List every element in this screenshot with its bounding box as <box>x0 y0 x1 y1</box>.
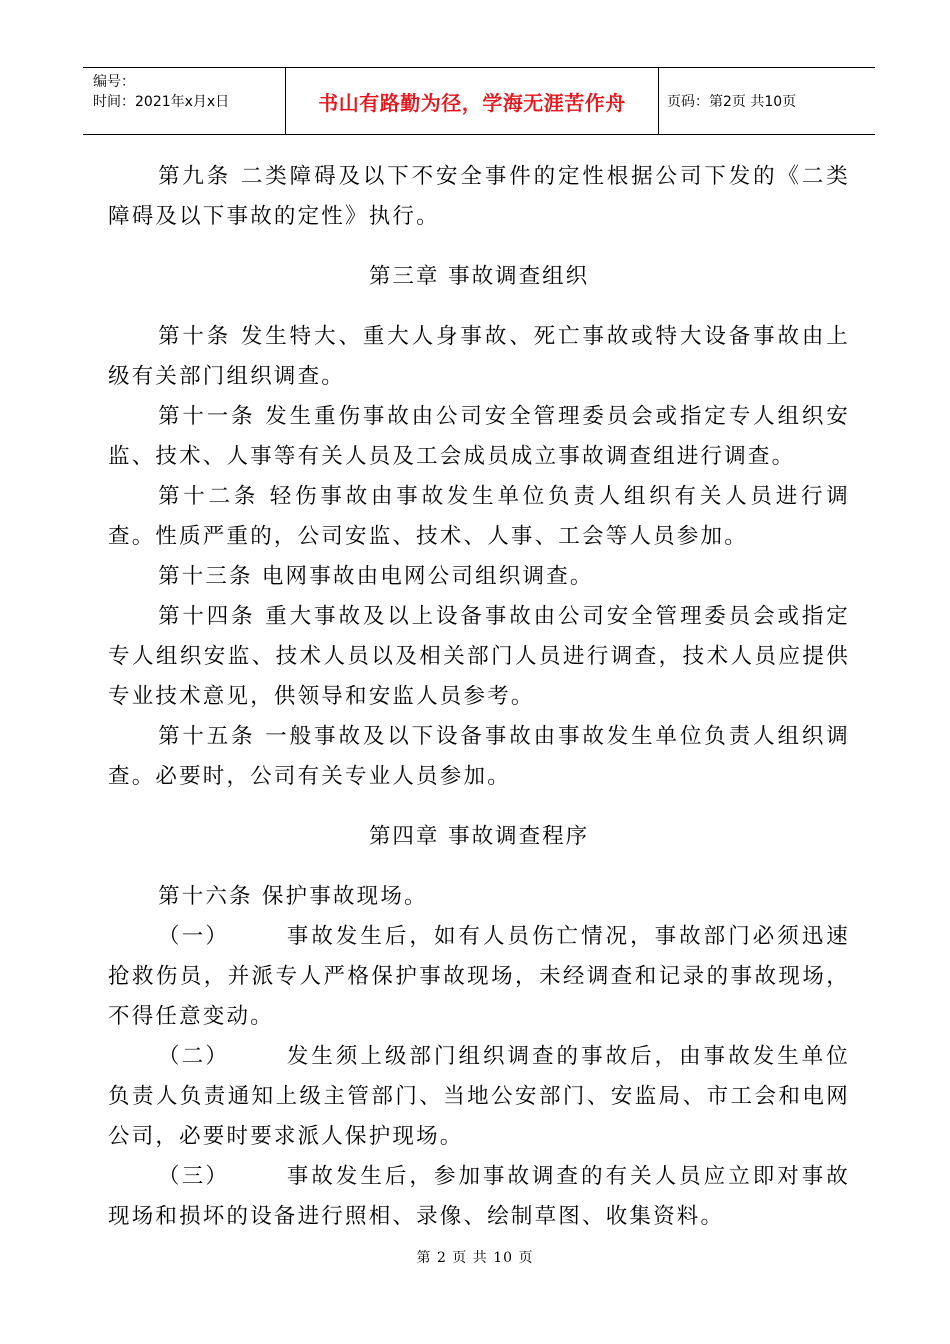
article-13: 第十三条 电网事故由电网公司组织调查。 <box>158 564 594 589</box>
item-2-label: （二） <box>158 1044 230 1069</box>
item-3 <box>108 1157 850 1237</box>
header-meta-cell <box>83 68 286 134</box>
item-2-text: 发生须上级部门组织调查的事故后，由事故发生单位负责人负责通知上级主管部门、当地公安部门、安监局、市工会和电网公司，必要时要求派人保护现场。 <box>108 1044 850 1149</box>
item-3-label: （三） <box>158 1164 230 1189</box>
article-15: 第十五条 一般事故及以下设备事故由事故发生单位负责人组织调查。必要时，公司有关专业人员参加。 <box>108 724 850 789</box>
document-time-label: 时间：2021年x月x日 <box>93 94 230 110</box>
article-9: 第九条 二类障碍及以下不安全事件的定性根据公司下发的《二类障碍及以下事故的定性》执行。 <box>108 164 850 229</box>
page-footer: 第 2 页 共 10 页 <box>416 1250 534 1266</box>
item-1-label: （一） <box>158 924 230 949</box>
article-12: 第十二条 轻伤事故由事故发生单位负责人组织有关人员进行调查。性质严重的，公司安监、技术、人事、工会等人员参加。 <box>108 484 850 549</box>
item-2 <box>108 1037 850 1157</box>
page-header <box>83 67 875 135</box>
chapter-4-heading: 第四章 事故调查程序 <box>368 824 590 849</box>
header-page-indicator: 页码：第2页 共10页 <box>667 94 797 110</box>
chapter-3-heading: 第三章 事故调查组织 <box>368 264 590 289</box>
document-body <box>108 157 850 1237</box>
document-number-label: 编号： <box>93 74 135 90</box>
item-1-text: 事故发生后，如有人员伤亡情况，事故部门必须迅速抢救伤员，并派专人严格保护事故现场，未经调查和记录的事故现场，不得任意变动。 <box>108 924 850 1029</box>
item-1 <box>108 917 850 1037</box>
article-11: 第十一条 发生重伤事故由公司安全管理委员会或指定专人组织安监、技术、人事等有关人员及工会成员成立事故调查组进行调查。 <box>108 404 850 469</box>
article-16: 第十六条 保护事故现场。 <box>158 884 428 909</box>
item-3-text: 事故发生后，参加事故调查的有关人员应立即对事故现场和损坏的设备进行照相、录像、绘制草图、收集资料。 <box>108 1164 850 1229</box>
header-motto: 书山有路勤为径，学海无涯苦作舟 <box>286 68 659 134</box>
article-14: 第十四条 重大事故及以上设备事故由公司安全管理委员会或指定专人组织安监、技术人员以及相关部门人员进行调查，技术人员应提供专业技术意见，供领导和安监人员参考。 <box>108 604 850 709</box>
article-10: 第十条 发生特大、重大人身事故、死亡事故或特大设备事故由上级有关部门组织调查。 <box>108 324 850 389</box>
